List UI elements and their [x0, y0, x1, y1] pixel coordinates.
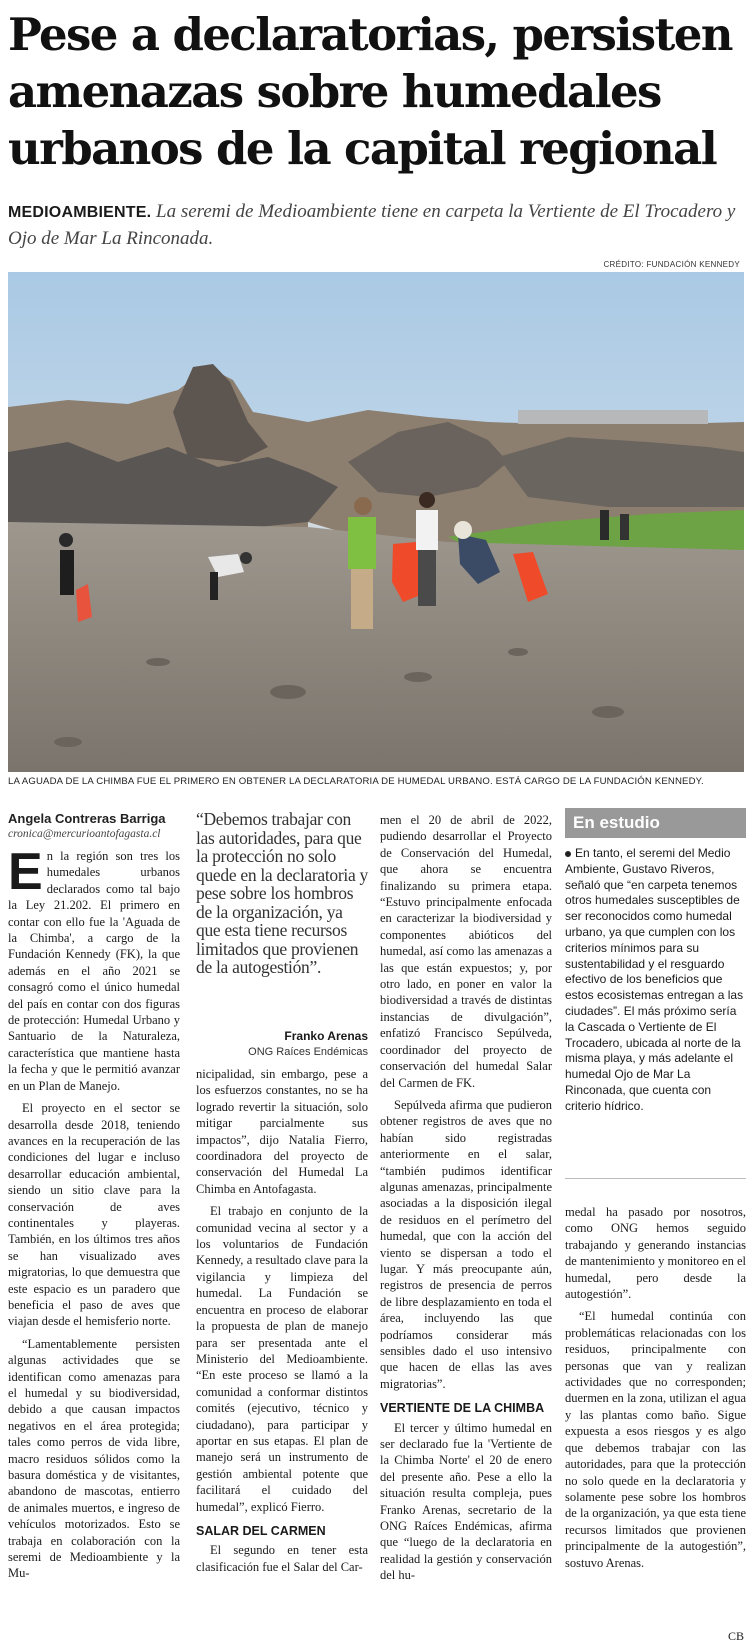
- pull-quote-org: ONG Raíces Endémicas: [248, 1046, 368, 1058]
- photo-credit: CRÉDITO: FUNDACIÓN KENNEDY: [603, 260, 740, 269]
- paragraph: El tercer y último humedal en ser declarado fue la 'Vertiente de la Chimba Norte' el 20 de enero del presente año. Pese a ello la situación resulta compleja, pues Franko Arenas, secretario de la ONG Raíces Endémicas, afirma que “luego de la declaratoria en realidad la gestión y conservación del hu-: [380, 1420, 552, 1583]
- sidebar-body: [565, 838, 746, 1115]
- paragraph: El segundo en tener esta clasificación fue el Salar del Car-: [196, 1543, 368, 1574]
- column-1: [8, 843, 180, 1588]
- deck-summary: La seremi de Medioambiente tiene en carpeta la Vertiente de El Trocadero y Ojo de Mar La Rinconada.: [8, 201, 736, 249]
- paragraph: medal ha pasado por nosotros, como ONG hemos seguido trabajando y generando instancias de mantenimiento y monitoreo en el humedal, pero desde la autogestión”.: [565, 1205, 746, 1302]
- subheading: VERTIENTE DE LA CHIMBA: [380, 1401, 545, 1416]
- column-3: [380, 812, 552, 1590]
- paragraph: [8, 843, 180, 1094]
- paragraph: nicipalidad, sin embargo, pese a los esfuerzos constantes, no se ha logrado revertir la situación, solo mitigar parcialmente sus impactos”, dijo Natalia Fierro, coordinadora del proyecto de conservación del Humedal La Chimba en Antofagasta.: [196, 1067, 368, 1196]
- end-mark: CB: [727, 1629, 744, 1643]
- bullet-icon: [565, 851, 571, 857]
- paragraph: “Lamentablemente persisten algunas actividades que se identifican como amenazas para el humedal y su biodiversidad, debido a que causan impactos negativos en el área protegida; tales como perros de vida libre, macro residuos sólidos como la basura doméstica y de visitantes, abandono de mascotas, entierro de animales muertos, e ingreso de vehículos motorizados. Esto se trabaja en colaboración con la seremi de Medioambiente y la Mu-: [8, 1336, 180, 1581]
- sidebar-box: [565, 808, 746, 1115]
- drop-cap: E: [8, 843, 43, 901]
- paragraph-text: n la región son tres los humedales urbanos declarados como tal bajo la Ley 21.202. El primero en contar con ello fue la 'Aguada de la Chimba', a cargo de la Fundación Kennedy (FK), la que además en el año 2021 se consagró como el único humedal del país en contar con dos figuras de protección: Humedal Urbano y Santuario de la Naturaleza, característica que mantiene hasta la fecha y que le permitió avanzar en un Plan de Manejo.: [8, 849, 180, 1093]
- photo-caption: LA AGUADA DE LA CHIMBA FUE EL PRIMERO EN OBTENER LA DECLARATORIA DE HUMEDAL URBANO. ESTÁ CARGO DE LA FUNDACIÓN KENNEDY.: [8, 776, 704, 787]
- paragraph: “El humedal continúa con problemáticas relacionadas con los residuos, principalmente con personas que van y realizan actividades que no corresponden; duermen en la zona, utilizan el agua y las plantas como baño. Sigue expuesta a esos riesgos y es algo que debemos trabajar con las autoridades, para que la protección no solo quede en la declaratoria y solamente pese sobre los hombros de la organización, ya que esta tiene recursos limitados que provienen principalmente de la autogestión”, sostuvo Arenas.: [565, 1309, 746, 1570]
- subheading: SALAR DEL CARMEN: [196, 1523, 326, 1538]
- paragraph: men el 20 de abril de 2022, pudiendo desarrollar el Proyecto de Conservación del Humedal, que ahora se encuentra finalizando su primera etapa. “Estuvo principalmente enfocada en caracterizar la biodiversidad y componentes abióticos del humedal, así como las amenazas a las que están expuestos; y, por otro lado, en poner en valor la biodiversidad a través de distintas instancias de divulgación”, enfatizó Francisco Sepúlveda, coordinador del proyecto de conservación del humedal Salar del Carmen de FK.: [380, 813, 552, 1090]
- sidebar-title: En estudio: [565, 808, 746, 838]
- beach-cleanup-photo: [8, 272, 744, 772]
- column-2: [196, 1066, 368, 1581]
- paragraph: Sepúlveda afirma que pudieron obtener registros de aves que no habían sido registradas anteriormente en el salar, “también pudimos identificar algunas amenazas, principalmente asociadas a la disposición ilegal de residuos en el perímetro del humedal, que con la acción del viento se dispersan a todo el lugar. Y más preocupante aún, registros de presencia de perros de libre desplazamiento en toda el área, incluyendo las que podríamos considerar más sensibles dado el uso intensivo que hacen de ellas las aves migratorias”.: [380, 1097, 552, 1391]
- headline: Pese a declaratorias, persisten amenazas sobre humedales urbanos de la capital regional: [8, 8, 732, 175]
- article-photo: [8, 272, 744, 772]
- pull-quote-author: Franko Arenas: [284, 1029, 368, 1043]
- sidebar-text: En tanto, el seremi del Medio Ambiente, Gustavo Riveros, señaló que “en carpeta tenemos otros humedales susceptibles de ser reconocidos como humedal urbano, ya que cumplen con los criterios mínimos para su sustentabilidad y el resguardo efectivo de los beneficios que estos ecosistemas entregan a las ciudades”. El más próximo sería la Cascada o Vertiente de El Trocadero, ubicada al norte de la misma playa, y más adelante el humedal Ojo de Mar La Rinconada, que cuenta con criterio hídrico.: [565, 846, 744, 1113]
- section-kicker: MEDIOAMBIENTE.: [8, 204, 152, 221]
- divider: [565, 1178, 746, 1179]
- column-4: [565, 1204, 746, 1577]
- pull-quote: “Debemos trabajar con las autoridades, para que la protección no solo quede en la declaratoria y pese sobre los hombros de la organización, ya que esta tiene recursos limitados que provienen de la autogestión”.: [196, 809, 368, 977]
- paragraph: El proyecto en el sector se desarrolla desde 2018, teniendo avances en la recuperación de las condiciones del lugar e incluso desarrollar educación ambiental, siendo un sitio clave para la conservación de aves continentales y playeras. También, en los últimos tres años se han visualizado aves migratorias, lo que demuestra que este espacio es un paradero que beneficia el paso de aves que viajan desde el hemisferio norte.: [8, 1101, 180, 1329]
- author-name: Angela Contreras Barriga: [8, 811, 166, 826]
- deck: [8, 199, 738, 252]
- author-email[interactable]: cronica@mercurioantofagasta.cl: [8, 828, 161, 840]
- paragraph: El trabajo en conjunto de la comunidad vecina al sector y a los voluntarios de Fundación Kennedy, a resultado clave para la vigilancia y limpieza del humedal. La Fundación se encuentra en proceso de elaborar la propuesta de plan de manejo para ser presentada ante el Ministerio del Medioambiente. “En este proceso se llamó a la comunidad a conformar distintos comités (ejecutivo, técnico y ciudadano), para participar y aportar en sus etapas. El plan de manejo será un instrumento de gestión ambiental potente que facilitará el cuidado del humedal”, explicó Fierro.: [196, 1204, 368, 1514]
